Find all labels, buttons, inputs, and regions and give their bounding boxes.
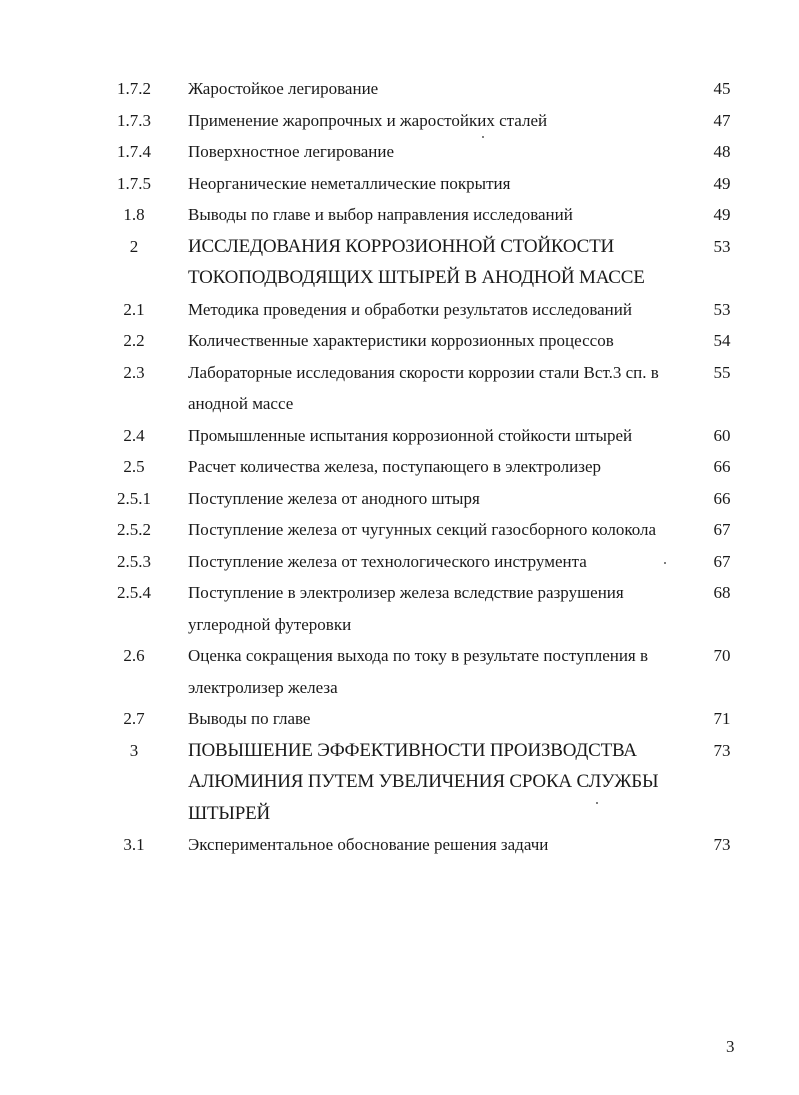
toc-page-number: 68	[713, 583, 731, 602]
toc-page-number: 53	[713, 236, 731, 256]
toc-section-number: 2.5.2	[117, 520, 151, 539]
toc-page-number: 48	[713, 142, 731, 161]
toc-section-title: Жаростойкое легирование	[188, 79, 379, 98]
toc-page-number: 73	[713, 740, 731, 760]
toc-row	[0, 829, 799, 861]
toc-page-number: 66	[713, 457, 731, 476]
toc-row	[0, 577, 799, 640]
toc-section-number: 1.8	[123, 205, 145, 224]
toc-row	[0, 73, 799, 105]
toc-section-number: 1.7.2	[117, 79, 151, 98]
toc-row	[0, 703, 799, 735]
toc-row	[0, 199, 799, 231]
toc-row	[0, 420, 799, 452]
toc-chapter-row	[0, 231, 799, 294]
toc-section-number: 2.5.3	[117, 551, 151, 571]
toc-section-title: Поверхностное легирование	[188, 142, 395, 161]
toc-page-number: 67	[713, 520, 731, 539]
toc-row	[0, 325, 799, 357]
toc-page-number: 49	[713, 205, 731, 224]
toc-section-number: 2.5.1	[117, 488, 151, 508]
toc-row	[0, 483, 799, 515]
toc-section-title: Выводы по главе	[188, 709, 311, 728]
toc-page-number: 66	[713, 488, 731, 508]
table-of-contents	[0, 73, 799, 861]
toc-page-number: 54	[713, 331, 731, 350]
toc-section-title: Расчет количества железа, поступающего в электролизер	[188, 457, 602, 476]
toc-section-number: 2.5.4	[117, 583, 151, 602]
toc-section-number: 2.6	[123, 646, 145, 665]
toc-row	[0, 451, 799, 483]
toc-section-title: Промышленные испытания коррозионной стойкости штырей	[188, 425, 633, 445]
toc-row	[0, 294, 799, 326]
toc-row	[0, 136, 799, 168]
toc-page-number: 71	[713, 709, 731, 728]
toc-chapter-row	[0, 735, 799, 830]
toc-section-number: 2.3	[123, 362, 145, 382]
toc-section-title: ИССЛЕДОВАНИЯ КОРРОЗИОННОЙ СТОЙКОСТИ ТОКОПОДВОДЯЩИХ ШТЫРЕЙ В АНОДНОЙ МАССЕ	[188, 235, 645, 288]
toc-section-title: Поступление железа от технологического инструмента	[188, 551, 587, 571]
toc-section-title: Поступление в электролизер железа вследствие разрушения углеродной футеровки	[188, 583, 624, 634]
toc-section-number: 2.7	[123, 709, 145, 728]
toc-section-title: Количественные характеристики коррозионных процессов	[188, 331, 614, 350]
toc-section-number: 3	[129, 740, 139, 760]
toc-page-number: 53	[713, 299, 731, 319]
page-number: 3	[726, 1037, 735, 1056]
scan-speck	[664, 562, 666, 564]
toc-section-number: 2.5	[123, 457, 145, 476]
toc-page-number: 70	[713, 646, 731, 665]
scan-speck	[482, 136, 484, 138]
toc-page-number: 73	[713, 835, 731, 854]
toc-page-number: 47	[713, 110, 731, 130]
toc-section-title: Неорганические неметаллические покрытия	[188, 173, 511, 193]
toc-section-title: Поступление железа от анодного штыря	[188, 488, 480, 508]
toc-page-number: 49	[713, 173, 731, 193]
toc-section-number: 1.7.3	[117, 110, 151, 130]
toc-row	[0, 514, 799, 546]
toc-section-number: 2.2	[123, 331, 145, 350]
toc-row	[0, 640, 799, 703]
toc-section-number: 2	[129, 236, 139, 256]
toc-row	[0, 105, 799, 137]
toc-section-title: Применение жаропрочных и жаростойких сталей	[188, 110, 548, 130]
toc-page-number: 60	[713, 425, 731, 445]
toc-section-number: 2.1	[123, 299, 145, 319]
toc-section-title: Оценка сокращения выхода по току в результате поступления в электролизер железа	[188, 646, 649, 697]
toc-page-number: 55	[713, 362, 731, 382]
toc-section-number: 1.7.5	[117, 173, 151, 193]
toc-section-title: Лабораторные исследования скорости коррозии стали Вст.3 сп. в анодной массе	[188, 362, 659, 413]
toc-row	[0, 357, 799, 420]
toc-page-number: 67	[713, 551, 731, 571]
toc-page-number: 45	[713, 79, 731, 98]
toc-section-title: Экспериментальное обоснование решения задачи	[188, 835, 549, 854]
toc-row	[0, 546, 799, 578]
toc-section-number: 2.4	[123, 425, 145, 445]
toc-section-title: Поступление железа от чугунных секций газосборного колокола	[188, 520, 657, 539]
toc-section-title: Методика проведения и обработки результатов исследований	[188, 299, 632, 319]
toc-row	[0, 168, 799, 200]
scan-speck	[596, 802, 598, 804]
toc-section-title: ПОВЫШЕНИЕ ЭФФЕКТИВНОСТИ ПРОИЗВОДСТВА АЛЮМИНИЯ ПУТЕМ УВЕЛИЧЕНИЯ СРОКА СЛУЖБЫ ШТЫРЕЙ	[188, 739, 659, 824]
toc-section-number: 1.7.4	[117, 142, 151, 161]
toc-section-number: 3.1	[123, 835, 145, 854]
toc-section-title: Выводы по главе и выбор направления исследований	[188, 205, 573, 224]
